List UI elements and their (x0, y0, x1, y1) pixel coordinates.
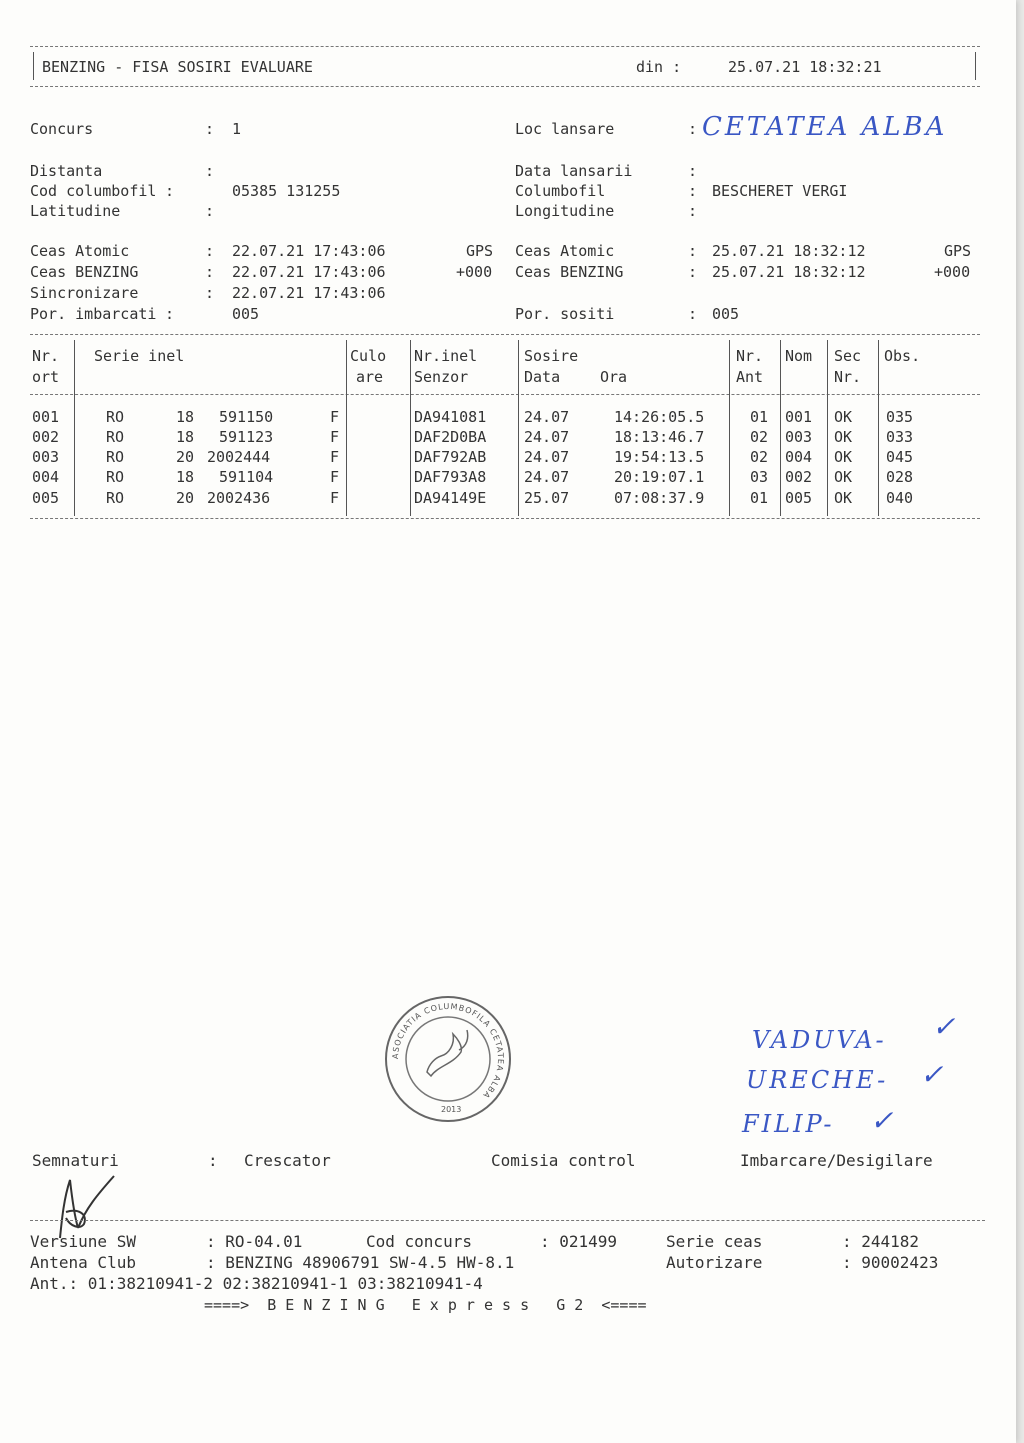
por-imbarcati-value: 005 (232, 305, 260, 323)
cell-obs: 040 (886, 489, 914, 507)
sincronizare-value: 22.07.21 17:43:06 (232, 284, 386, 302)
footer-rule (30, 1220, 985, 1221)
cell-obs: 033 (886, 428, 914, 446)
signatures-label: Semnaturi (32, 1151, 119, 1170)
commission-mark-1: ✓ (932, 1010, 959, 1043)
columbofil-value: BESCHERET VERGI (712, 182, 848, 200)
cell-sec: OK (834, 489, 853, 507)
longitudine-sep: : (688, 202, 698, 220)
col-sep-5 (729, 340, 730, 516)
stamp-text: ASOCIATIA COLUMBOFILA CETATEA ALBA (390, 1001, 506, 1101)
th-senzor: Senzor (414, 368, 469, 386)
versiune-value: : RO-04.01 (206, 1232, 303, 1251)
th-obs: Obs. (884, 347, 921, 365)
ceas-atomic-end-value: 25.07.21 18:32:12 (712, 242, 866, 260)
cell-sec: OK (834, 468, 853, 486)
cell-sex: F (330, 468, 340, 486)
th-ant: Ant (736, 368, 764, 386)
th-ort: ort (32, 368, 60, 386)
cell-sex: F (330, 489, 340, 507)
cell-sex: F (330, 428, 340, 446)
commission-name-1: VADUVA- (752, 1026, 887, 1054)
cell-ant: 02 (750, 428, 769, 446)
cell-inel: 591150 (219, 408, 274, 426)
cell-sex: F (330, 448, 340, 466)
cod-columbofil-value: 05385 131255 (232, 182, 341, 200)
concurs-sep: : (205, 120, 224, 138)
cell-ora: 19:54:13.5 (614, 448, 705, 466)
col-sep-4 (518, 340, 519, 516)
cod-concurs-label: Cod concurs (366, 1232, 472, 1251)
cell-ant: 01 (750, 408, 769, 426)
ceas-benzing-start-label: Ceas BENZING (30, 263, 139, 281)
cell-data: 24.07 (524, 468, 570, 486)
ceas-benzing-start-suffix: +000 (456, 263, 493, 281)
commission-name-2: URECHE- (746, 1066, 889, 1094)
cell-tara: RO (106, 428, 125, 446)
ceas-benzing-start-value: 22.07.21 17:43:06 (232, 263, 386, 281)
latitudine-label: Latitudine (30, 202, 121, 220)
cell-tara: RO (106, 408, 125, 426)
cell-nom: 002 (785, 468, 813, 486)
cell-senzor: DA94149E (414, 489, 487, 507)
columbofil-label: Columbofil (515, 182, 606, 200)
brand-line: ====> B E N Z I N G E x p r e s s G 2 <==== (204, 1296, 647, 1314)
th-sosire: Sosire (524, 347, 579, 365)
serie-ceas-label: Serie ceas (666, 1232, 763, 1251)
cell-nom: 001 (785, 408, 813, 426)
cod-concurs-value: : 021499 (540, 1232, 618, 1251)
por-sositi-sep: : (688, 305, 698, 323)
loc-lansare-sep: : (688, 120, 698, 138)
cell-sex: F (330, 408, 340, 426)
por-imbarcati-sep: : (165, 305, 175, 323)
antenna-ids: Ant.: 01:38210941-2 02:38210941-1 03:38210941-4 (30, 1274, 483, 1293)
col-sep-8 (878, 340, 879, 516)
cell-ant: 03 (750, 468, 769, 486)
col-sep-2 (346, 340, 347, 516)
th-nr-ant: Nr. (736, 347, 764, 365)
concurs-value: 1 (232, 120, 242, 138)
stamp-year: 2013 (441, 1105, 462, 1114)
cell-senzor: DAF792AB (414, 448, 487, 466)
cell-obs: 028 (886, 468, 914, 486)
ceas-benzing-start-sep: : (205, 263, 215, 281)
antena-label: Antena Club (30, 1253, 136, 1272)
cell-an: 20 (176, 489, 195, 507)
th-nom: Nom (785, 347, 813, 365)
ceas-atomic-start-value: 22.07.21 17:43:06 (232, 242, 386, 260)
por-imbarcati-label: Por. imbarcati (30, 305, 157, 323)
cell-an: 18 (176, 408, 195, 426)
cell-senzor: DAF793A8 (414, 468, 487, 486)
cell-nr: 004 (32, 468, 60, 486)
autorizare-value: : 90002423 (842, 1253, 939, 1272)
cod-columbofil-label: Cod columbofil (30, 182, 157, 200)
cell-sec: OK (834, 448, 853, 466)
loc-lansare-label: Loc lansare (515, 120, 615, 138)
cell-senzor: DAF2D0BA (414, 428, 487, 446)
signature-comisia-label: Comisia control (491, 1151, 636, 1170)
col-sep-7 (827, 340, 828, 516)
table-bottom-rule (30, 518, 980, 519)
distanta-sep: : (205, 162, 215, 180)
th-serie-inel: Serie inel (94, 347, 185, 365)
th-culoare-1: Culo (350, 347, 387, 365)
cell-inel: 2002444 (207, 448, 271, 466)
th-nr-inel: Nr.inel (414, 347, 478, 365)
club-stamp-icon (383, 994, 513, 1124)
cell-an: 18 (176, 468, 195, 486)
th-sec-nr: Nr. (834, 368, 862, 386)
autorizare-label: Autorizare (666, 1253, 763, 1272)
ceas-benzing-end-label: Ceas BENZING (515, 263, 624, 281)
sincronizare-label: Sincronizare (30, 284, 139, 302)
serie-ceas-value: : 244182 (842, 1232, 920, 1251)
th-ora: Ora (600, 368, 628, 386)
header-date-prefix: din : (636, 58, 682, 76)
versiune-label: Versiune SW (30, 1232, 136, 1251)
cell-tara: RO (106, 468, 125, 486)
cell-nom: 004 (785, 448, 813, 466)
cell-senzor: DA941081 (414, 408, 487, 426)
table-top-rule (30, 334, 980, 335)
cell-ora: 14:26:05.5 (614, 408, 705, 426)
por-sositi-label: Por. sositi (515, 305, 615, 323)
cell-an: 20 (176, 448, 195, 466)
cell-inel: 2002436 (207, 489, 271, 507)
handwritten-location: CETATEA ALBA (702, 112, 948, 142)
cell-nr: 003 (32, 448, 60, 466)
distanta-label: Distanta (30, 162, 103, 180)
header-date: 25.07.21 18:32:21 (728, 58, 882, 76)
cell-tara: RO (106, 448, 125, 466)
ceas-atomic-end-label: Ceas Atomic (515, 242, 615, 260)
commission-name-3: FILIP- (742, 1110, 835, 1138)
th-nr: Nr. (32, 347, 60, 365)
header-bottom-rule (30, 86, 980, 87)
cell-nr: 002 (32, 428, 60, 446)
cell-data: 24.07 (524, 408, 570, 426)
concurs-label: Concurs (30, 120, 94, 138)
col-sep-1 (74, 340, 75, 516)
cell-nr: 001 (32, 408, 60, 426)
cell-nom: 005 (785, 489, 813, 507)
cell-sec: OK (834, 428, 853, 446)
data-lansarii-label: Data lansarii (515, 162, 633, 180)
signatures-sep: : (208, 1151, 218, 1170)
signature-imbarcare-label: Imbarcare/Desigilare (740, 1151, 933, 1170)
sincronizare-sep: : (205, 284, 215, 302)
columbofil-sep: : (688, 182, 698, 200)
header-right-bar (975, 52, 976, 80)
cell-nom: 003 (785, 428, 813, 446)
col-sep-6 (780, 340, 781, 516)
cell-data: 25.07 (524, 489, 570, 507)
cell-obs: 045 (886, 448, 914, 466)
cell-data: 24.07 (524, 448, 570, 466)
ceas-atomic-end-sep: : (688, 242, 698, 260)
por-sositi-value: 005 (712, 305, 740, 323)
cell-an: 18 (176, 428, 195, 446)
document-title: BENZING - FISA SOSIRI EVALUARE (42, 58, 313, 76)
ceas-atomic-start-label: Ceas Atomic (30, 242, 130, 260)
cell-ora: 20:19:07.1 (614, 468, 705, 486)
th-data: Data (524, 368, 561, 386)
header-left-bar (33, 52, 34, 80)
cell-ora: 07:08:37.9 (614, 489, 705, 507)
signature-crescator-label: Crescator (244, 1151, 331, 1170)
cell-obs: 035 (886, 408, 914, 426)
cell-tara: RO (106, 489, 125, 507)
ceas-atomic-end-suffix: GPS (944, 242, 972, 260)
cell-ant: 02 (750, 448, 769, 466)
th-culoare-2: are (356, 368, 384, 386)
cod-columbofil-sep: : (165, 182, 175, 200)
header-top-rule (30, 46, 980, 47)
th-sec: Sec (834, 347, 862, 365)
latitudine-sep: : (205, 202, 215, 220)
longitudine-label: Longitudine (515, 202, 615, 220)
cell-ora: 18:13:46.7 (614, 428, 705, 446)
table-header-rule (30, 394, 980, 395)
cell-data: 24.07 (524, 428, 570, 446)
commission-mark-3: ✓ (870, 1104, 897, 1137)
cell-nr: 005 (32, 489, 60, 507)
commission-mark-2: ✓ (920, 1058, 947, 1091)
data-lansarii-sep: : (688, 162, 698, 180)
cell-inel: 591123 (219, 428, 274, 446)
ceas-benzing-end-sep: : (688, 263, 698, 281)
col-sep-3 (410, 340, 411, 516)
antena-value: : BENZING 48906791 SW-4.5 HW-8.1 (206, 1253, 515, 1272)
ceas-benzing-end-suffix: +000 (934, 263, 971, 281)
ceas-atomic-start-sep: : (205, 242, 215, 260)
ceas-benzing-end-value: 25.07.21 18:32:12 (712, 263, 866, 281)
cell-ant: 01 (750, 489, 769, 507)
cell-inel: 591104 (219, 468, 274, 486)
ceas-atomic-start-suffix: GPS (466, 242, 494, 260)
cell-sec: OK (834, 408, 853, 426)
